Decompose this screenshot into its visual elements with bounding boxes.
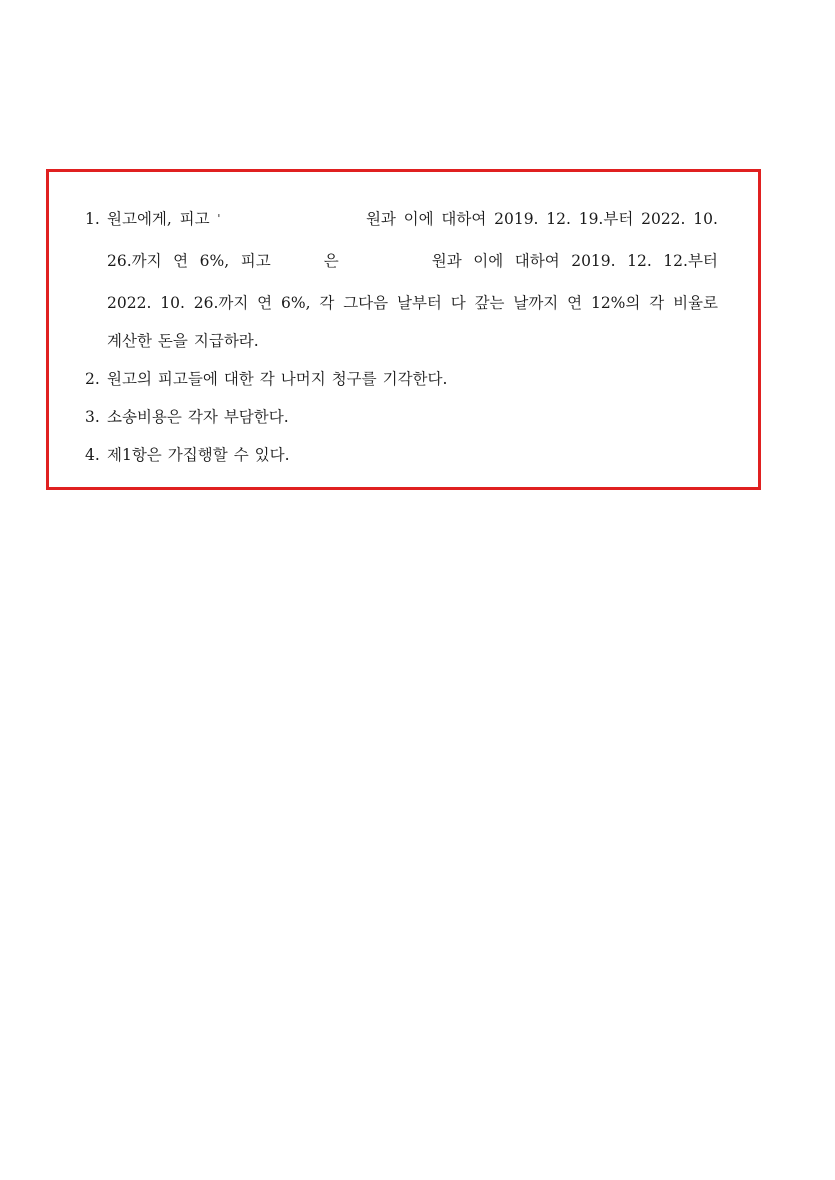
word: 26.까지 [107,252,162,270]
word: ' [217,212,221,225]
word: 각 [649,294,665,312]
word: 각 [319,294,335,312]
word: 피고 [240,252,271,270]
word: 나머지 [280,370,326,388]
item-1-line-4 [107,331,718,351]
word: 원과 [365,210,396,228]
item-1-line-1 [107,209,718,229]
word: 돈을 [157,332,188,350]
word: 피고 [179,210,210,228]
item-number: 4. [85,446,100,464]
word: 10. [693,210,718,228]
word: 연 [567,294,583,312]
word: 있다. [254,446,290,464]
word: 피고들에 [157,370,218,388]
word: 연 [257,294,273,312]
word: 소송비용은 [107,408,182,426]
word: 다 [450,294,466,312]
word: 12.부터 [663,252,718,270]
item-1-line-2 [107,251,718,271]
word: 각자 [187,408,218,426]
word: 그다음 [343,294,389,312]
word: 원고에게, [107,210,172,228]
word: 2022. [641,210,686,228]
word: 부담한다. [223,408,289,426]
word: 갚는 [474,294,505,312]
word: 2019. [494,210,539,228]
redacted-gap [228,209,358,229]
word: 대한 [223,370,254,388]
item-3-line-1 [107,407,718,427]
item-number: 2. [85,370,100,388]
word: 26.까지 [193,294,249,312]
redacted-gap [282,251,312,271]
word: 수 [233,446,249,464]
word: 원고의 [107,370,152,388]
word: 연 [173,252,189,270]
word: 날부터 [396,294,442,312]
item-4-line-1 [107,445,718,465]
word: 6%, [199,252,230,270]
word: 10. [160,294,185,312]
word: 12%의 [590,294,641,312]
word: 이에 [403,210,434,228]
word: 19.부터 [578,210,634,228]
word: 비율로 [673,294,718,312]
item-number: 3. [85,408,100,426]
word: 각 [259,370,275,388]
word: 12. [546,210,571,228]
word: 은 [323,252,339,270]
word: 원과 [431,252,462,270]
word: 대하여 [441,210,487,228]
word: 대하여 [514,252,560,270]
word: 계산한 [107,332,152,350]
word: 제1항은 [107,446,162,464]
word: 12. [627,252,652,270]
word: 날까지 [513,294,559,312]
redacted-gap [350,251,420,271]
word: 청구를 [331,370,377,388]
word: 2022. [107,294,152,312]
item-number: 1. [85,210,100,228]
word: 지급하라. [193,332,259,350]
item-1-line-3 [107,293,718,313]
word: 기각한다. [382,370,448,388]
word: 가집행할 [167,446,228,464]
item-2-line-1 [107,369,718,389]
highlighted-judgment-box [46,169,761,490]
word: 6%, [281,294,311,312]
word: 이에 [473,252,504,270]
word: 2019. [571,252,616,270]
